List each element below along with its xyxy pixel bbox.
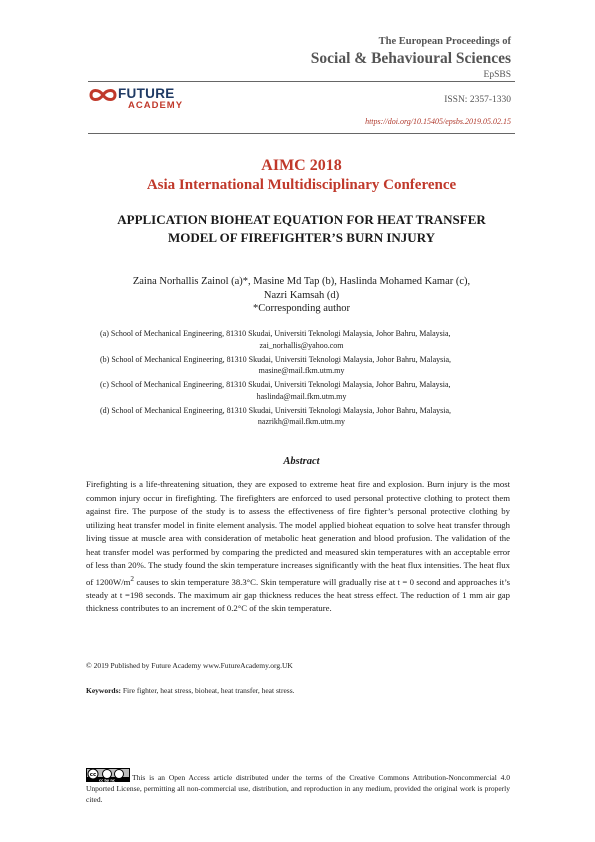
future-academy-logo [88,86,213,116]
affiliation-text: (a) School of Mechanical Engineering, 81310 Skudai, Universiti Teknologi Malaysia, Johor Bahru, Malaysia, [100,329,451,338]
affiliation-item [100,405,503,428]
affiliation-email: zai_norhallis@yahoo.com [259,340,344,350]
keywords [86,686,295,695]
conference-name: Asia International Multidisciplinary Conference [146,177,457,193]
logo-word-academy: ACADEMY [128,100,184,111]
keywords-text: Fire fighter, heat stress, bioheat, heat transfer, heat stress. [121,686,295,695]
license-text: This is an Open Access article distributed under the terms of the Creative Commons Attribution-Noncommercial 4.0 Unported License, permitting all non-commercial use, distribution, and reproduction in any medium, provided the original work is properly cited. [86,773,510,804]
affiliation-email: haslinda@mail.fkm.utm.my [256,391,347,401]
author-line-2: Nazri Kamsah (d) [263,289,340,301]
conference-code: AIMC 2018 [261,157,342,174]
affiliation-text: (b) School of Mechanical Engineering, 81310 Skudai, Universiti Teknologi Malaysia, Johor Bahru, Malaysia, [100,354,451,364]
abstract-text-part-1: Firefighting is a life-threatening situation, they are exposed to extreme heat fire and explosion. Burn injury is the most common injury occur in firefighting. The firefighters are enforced to used personal protective clothing to protect them against fire. The purpose of the study is to assess the effectiveness of fire fighter’s personal protective clothing by utilizing heat transfer model in finite element analysis. The model applied bioheat equation to solve heat transfer through living tissue at muscle area with consideration of metabolic heat generation and blood profusion. The validation of the heat transfer model was performed by comparing the predicted and measured skin temperatures with an acceptable error of less than 20%. The study found the skin temperature increases significantly with the heat flux intensities. The heat flux of 1200W/m [86,479,510,587]
author-list [88,275,515,302]
corresponding-author-note: *Corresponding author [252,303,351,314]
journal-series-label: The European Proceedings of [378,36,511,47]
paper-title-line-1: APPLICATION BIOHEAT EQUATION FOR HEAT TRANSFER [117,212,486,227]
header-divider [88,81,515,82]
logo-word-future: FUTURE [118,86,175,101]
infinity-icon [88,87,118,103]
paper-title-line-2: MODEL OF FIREFIGHTER’S BURN INJURY [167,230,436,245]
issn: ISSN: 2357-1330 [444,95,511,105]
license-badge-label: cc by nc [99,778,115,782]
doi-link[interactable]: https://doi.org/10.15405/epsbs.2019.05.02.15 [365,117,511,126]
affiliation-list [100,328,503,430]
journal-abbreviation: EpSBS [483,70,511,80]
affiliation-email: nazrikh@mail.fkm.utm.my [257,417,346,426]
license-notice [86,768,510,805]
keywords-label: Keywords: [86,686,121,695]
svg-text:cc: cc [89,772,97,778]
affiliation-item [100,379,503,402]
paper-title [88,211,515,247]
superscript: 2 [130,574,135,583]
affiliation-item [100,354,503,377]
header-divider-2 [88,133,515,134]
affiliation-email: masine@mail.fkm.utm.my [258,366,345,375]
affiliation-text: (c) School of Mechanical Engineering, 81310 Skudai, Universiti Teknologi Malaysia, Johor Bahru, Malaysia, [100,380,451,389]
affiliation-text: (d) School of Mechanical Engineering, 81310 Skudai, Universiti Teknologi Malaysia, Johor Bahru, Malaysia, [100,405,451,415]
abstract-body [86,478,510,616]
abstract-text-part-2: causes to skin temperature 38.3°C. Skin temperature will gradually rise at t = 0 second and approaches it’s steady at t =198 seconds. The maximum air gap thickness reduces the heat stress effect. The reduction of 1 mm air gap thickness contributes to an increment of 0.2°C of the skin temperature. [86,576,511,614]
creative-commons-icon [86,768,130,782]
author-line-1: Zaina Norhallis Zainol (a)*, Masine Md Tap (b), Haslinda Mohamed Kamar (c), [132,276,471,287]
abstract-heading: Abstract [283,456,320,467]
copyright-notice: © 2019 Published by Future Academy www.FutureAcademy.org.UK [86,661,293,670]
affiliation-item [100,328,503,351]
journal-name: Social & Behavioural Sciences [310,50,511,67]
